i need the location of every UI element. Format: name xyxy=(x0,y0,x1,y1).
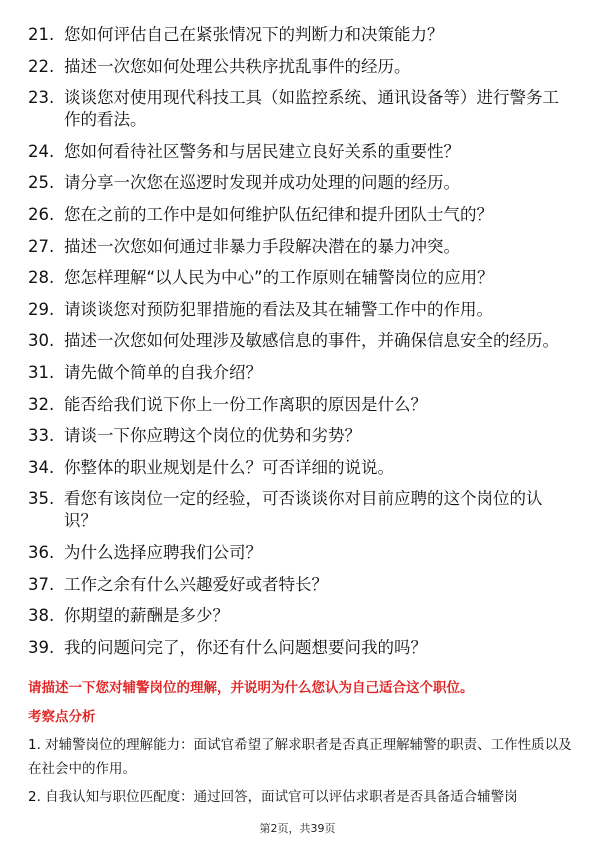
question-item xyxy=(28,457,568,479)
question-item xyxy=(28,141,568,163)
question-number: 23. xyxy=(28,88,55,108)
question-number: 27. xyxy=(28,236,55,256)
question-number: 22. xyxy=(28,56,55,76)
question-number: 33. xyxy=(28,426,55,446)
question-item xyxy=(28,425,568,447)
question-item xyxy=(28,637,568,659)
question-number: 24. xyxy=(28,141,55,161)
question-item xyxy=(28,267,568,289)
question-text: 请分享一次您在巡逻时发现并成功处理的问题的经历。 xyxy=(64,173,460,193)
question-item xyxy=(28,204,568,226)
question-text: 您怎样理解“以人民为中心”的工作原则在辅警岗位的应用？ xyxy=(64,268,494,288)
question-item xyxy=(28,488,568,532)
question-item xyxy=(28,574,568,596)
question-item xyxy=(28,362,568,384)
question-list xyxy=(28,24,568,668)
question-item xyxy=(28,24,568,46)
question-text: 能否给我们说下你上一份工作离职的原因是什么？ xyxy=(64,394,427,414)
question-text: 看您有该岗位一定的经验，可否谈谈你对目前应聘的这个岗位的认识？ xyxy=(64,489,543,531)
question-text: 为什么选择应聘我们公司？ xyxy=(64,542,262,562)
question-number: 30. xyxy=(28,331,55,351)
question-item xyxy=(28,605,568,627)
question-number: 34. xyxy=(28,457,55,477)
question-item xyxy=(28,299,568,321)
question-item xyxy=(28,542,568,564)
question-item xyxy=(28,56,568,78)
question-text: 描述一次您如何处理公共秩序扰乱事件的经历。 xyxy=(64,56,411,76)
question-number: 29. xyxy=(28,299,55,319)
question-text: 请谈谈您对预防犯罪措施的看法及其在辅警工作中的作用。 xyxy=(64,299,493,319)
question-item xyxy=(28,394,568,416)
question-text: 您如何看待社区警务和与居民建立良好关系的重要性？ xyxy=(64,141,460,161)
analysis-block xyxy=(28,733,573,813)
question-number: 31. xyxy=(28,362,55,382)
question-text: 工作之余有什么兴趣爱好或者特长？ xyxy=(64,574,328,594)
section-title: 考察点分析 xyxy=(28,709,96,725)
analysis-point: 1. 对辅警岗位的理解能力：面试官希望了解求职者是否真正理解辅警的职责、工作性质以及在社会中的作用。 xyxy=(28,737,572,777)
question-number: 25. xyxy=(28,173,55,193)
highlight-question: 请描述一下您对辅警岗位的理解，并说明为什么您认为自己适合这个职位。 xyxy=(28,680,474,696)
analysis-point: 2. 自我认知与职位匹配度：通过回答，面试官可以评估求职者是否具备适合辅警岗 xyxy=(28,789,518,805)
question-text: 您在之前的工作中是如何维护队伍纪律和提升团队士气的？ xyxy=(64,204,493,224)
question-number: 32. xyxy=(28,394,55,414)
question-text: 我的问题问完了，你还有什么问题想要问我的吗？ xyxy=(64,637,427,657)
question-number: 35. xyxy=(28,489,55,509)
question-text: 请先做个简单的自我介绍？ xyxy=(64,362,262,382)
question-number: 28. xyxy=(28,268,55,288)
question-number: 38. xyxy=(28,606,55,626)
question-item xyxy=(28,236,568,258)
question-text: 描述一次您如何处理涉及敏感信息的事件，并确保信息安全的经历。 xyxy=(64,331,559,351)
question-text: 您如何评估自己在紧张情况下的判断力和决策能力？ xyxy=(64,25,444,44)
question-text: 请谈一下你应聘这个岗位的优势和劣势？ xyxy=(64,426,361,446)
question-number: 37. xyxy=(28,574,55,594)
question-number: 26. xyxy=(28,204,55,224)
question-item xyxy=(28,330,568,352)
question-text: 谈谈您对使用现代科技工具（如监控系统、通讯设备等）进行警务工作的看法。 xyxy=(64,88,559,130)
question-text: 你期望的薪酬是多少？ xyxy=(64,606,229,626)
page-footer: 第2页，共39页 xyxy=(259,822,336,835)
question-number: 36. xyxy=(28,542,55,562)
question-text: 你整体的职业规划是什么？可否详细的说说。 xyxy=(64,457,394,477)
question-item xyxy=(28,172,568,194)
question-number: 21. xyxy=(28,25,55,44)
question-number: 39. xyxy=(28,637,55,657)
question-item xyxy=(28,87,568,131)
question-text: 描述一次您如何通过非暴力手段解决潜在的暴力冲突。 xyxy=(64,236,460,256)
